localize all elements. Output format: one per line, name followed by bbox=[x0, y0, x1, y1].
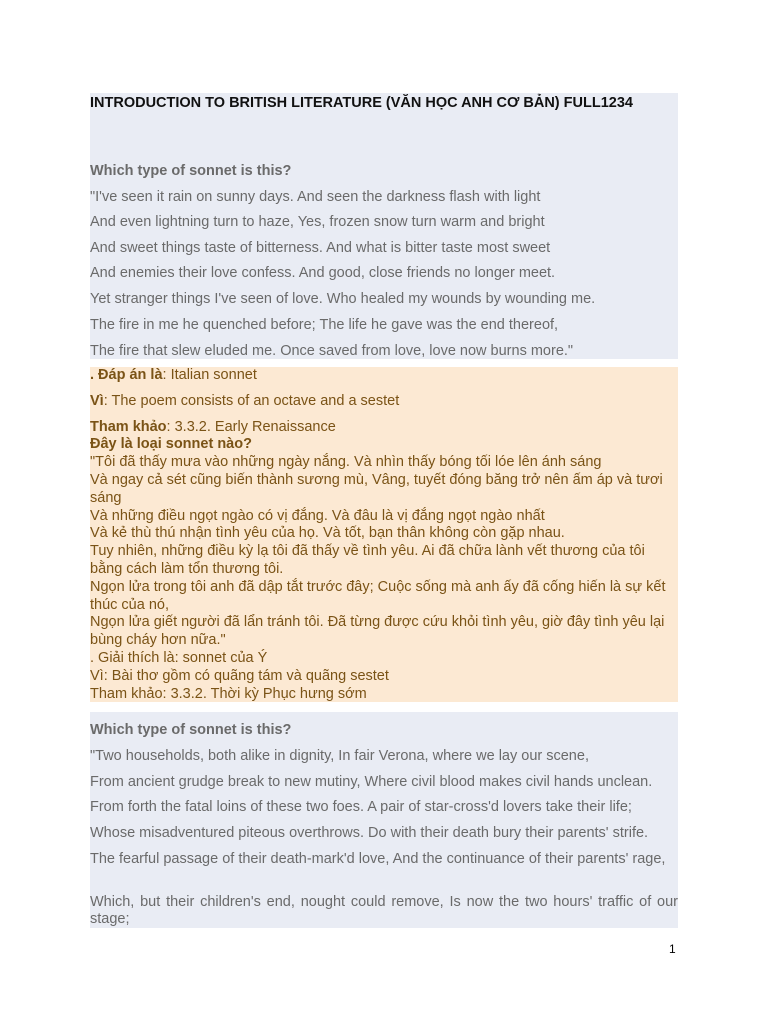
poem-2-line-5: The fearful passage of their death-mark'd love, And the continuance of their parents' rage, bbox=[90, 851, 666, 867]
poem-2-line-1: "Two households, both alike in dignity, In fair Verona, where we lay our scene, bbox=[90, 748, 589, 764]
vn-reference: Tham khảo: 3.3.2. Thời kỳ Phục hưng sớm bbox=[90, 686, 367, 702]
vn-poem-line-1: "Tôi đã thấy mưa vào những ngày nắng. Và nhìn thấy bóng tối lóe lên ánh sáng bbox=[90, 454, 602, 470]
vn-poem-line-2: Và ngay cả sét cũng biến thành sương mù, Vâng, tuyết đóng băng trở nên ấm áp và tươi sáng bbox=[90, 472, 663, 506]
poem-1-line-3: And sweet things taste of bitterness. And what is bitter taste most sweet bbox=[90, 240, 551, 256]
vn-poem-line-7: Ngọn lửa giết người đã lẩn tránh tôi. Đã từng được cứu khỏi tình yêu, giờ đây tình yêu lại bùng cháy hơn nữa." bbox=[90, 614, 665, 648]
question-1-block bbox=[90, 93, 678, 359]
answer-line bbox=[90, 367, 678, 384]
vn-poem-line-6: Ngọn lửa trong tôi anh đã dập tắt trước đây; Cuộc sống mà anh ấy đã cống hiến là sự kết thúc của nó, bbox=[90, 579, 666, 613]
question-1-prompt: Which type of sonnet is this? bbox=[90, 163, 292, 179]
poem-1-line-1: "I've seen it rain on sunny days. And seen the darkness flash with light bbox=[90, 189, 541, 205]
poem-2-line-2: From ancient grudge break to new mutiny, Where civil blood makes civil hands unclean. bbox=[90, 774, 653, 790]
question-2-block bbox=[90, 712, 678, 928]
vn-poem-line-4: Và kẻ thù thú nhận tình yêu của họ. Và tốt, bạn thân không còn gặp nhau. bbox=[90, 525, 565, 541]
reference-line bbox=[90, 419, 678, 436]
poem-2-line-4: Whose misadventured piteous overthrows. Do with their death bury their parents' strife. bbox=[90, 825, 649, 841]
poem-1-line-5: Yet stranger things I've seen of love. Who healed my wounds by wounding me. bbox=[90, 291, 596, 307]
reason-value: : The poem consists of an octave and a sestet bbox=[103, 393, 400, 409]
reference-label: Tham khảo bbox=[90, 419, 167, 435]
reason-label: Vì bbox=[90, 393, 104, 409]
answer-value: : Italian sonnet bbox=[162, 367, 257, 383]
poem-1-line-6: The fire in me he quenched before; The life he gave was the end thereof, bbox=[90, 317, 559, 333]
answer-1-block bbox=[90, 367, 678, 702]
reason-line bbox=[90, 393, 678, 410]
poem-1-line-2: And even lightning turn to haze, Yes, frozen snow turn warm and bright bbox=[90, 214, 545, 230]
poem-1-line-7: The fire that slew eluded me. Once saved from love, love now burns more." bbox=[90, 343, 574, 359]
poem-1-line-4: And enemies their love confess. And good, close friends no longer meet. bbox=[90, 265, 556, 281]
reference-value: : 3.3.2. Early Renaissance bbox=[166, 419, 336, 435]
vn-reason: Vì: Bài thơ gồm có quãng tám và quãng sestet bbox=[90, 668, 389, 684]
vn-explanation: . Giải thích là: sonnet của Ý bbox=[90, 650, 268, 666]
document-title: INTRODUCTION TO BRITISH LITERATURE (VĂN HỌC ANH CƠ BẢN) FULL1234 bbox=[90, 95, 633, 111]
question-2-prompt: Which type of sonnet is this? bbox=[90, 722, 292, 738]
vn-poem-line-5: Tuy nhiên, những điều kỳ lạ tôi đã thấy về tình yêu. Ai đã chữa lành vết thương của tôi bằng cách làm tổn thương tôi. bbox=[90, 543, 645, 577]
poem-2-line-6: Which, but their children's end, nought could remove, Is now the two hours' traffic of our stage; bbox=[90, 894, 678, 927]
page-number: 1 bbox=[669, 942, 676, 956]
poem-2-line-3: From forth the fatal loins of these two foes. A pair of star-cross'd lovers take their life; bbox=[90, 799, 632, 815]
vn-prompt: Đây là loại sonnet nào? bbox=[90, 436, 252, 452]
vn-poem-line-3: Và những điều ngọt ngào có vị đắng. Và đâu là vị đắng ngọt ngào nhất bbox=[90, 508, 545, 524]
answer-label: . Đáp án là bbox=[90, 367, 163, 383]
